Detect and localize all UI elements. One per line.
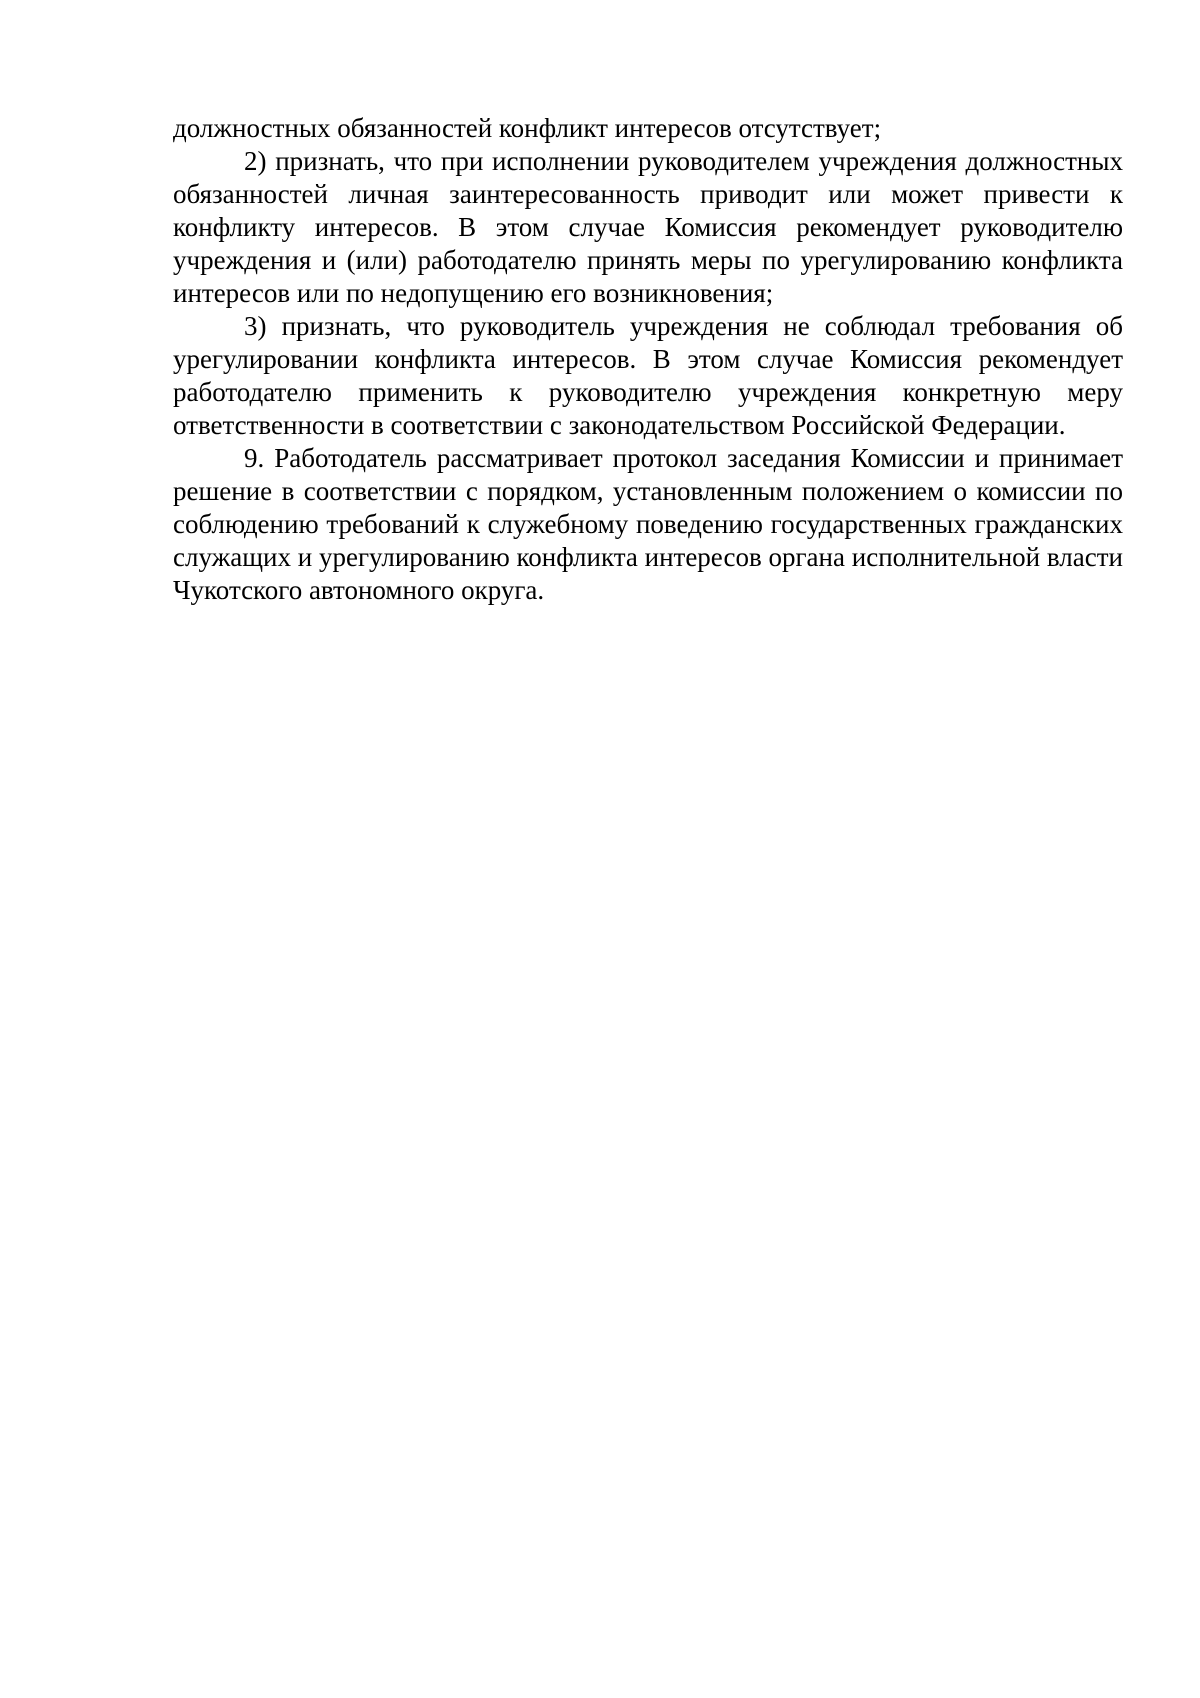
paragraph-item-2: 2) признать, что при исполнении руководителем учреждения должностных обязанностей личная заинтересованность приводит или может привести к конфликту интересов. В этом случае Комиссия рекомендует руководителю учреждения и (или) работодателю принять меры по урегулированию конфликта интересов или по недопущению его возникновения;: [173, 146, 1123, 308]
paragraph-item-3: 3) признать, что руководитель учреждения не соблюдал требования об урегулировании конфликта интересов. В этом случае Комиссия рекомендует работодателю применить к руководителю учреждения конкретную меру ответственности в соответствии с законодательством Российской Федерации.: [173, 311, 1123, 440]
document-body: [173, 112, 1123, 607]
paragraph-item-9: 9. Работодатель рассматривает протокол заседания Комиссии и принимает решение в соответствии с порядком, установленным положением о комиссии по соблюдению требований к служебному поведению государственных гражданских служащих и урегулированию конфликта интересов органа исполнительной власти Чукотского автономного округа.: [173, 443, 1123, 605]
paragraph-continuation: должностных обязанностей конфликт интересов отсутствует;: [173, 113, 882, 143]
